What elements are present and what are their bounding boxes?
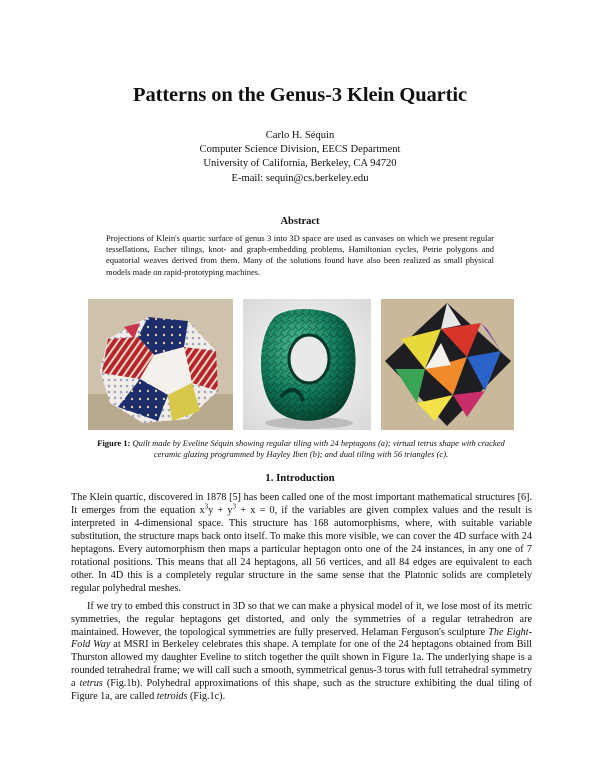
paper-title: Patterns on the Genus-3 Klein Quartic [133,84,467,106]
abstract-text: Projections of Klein's quartic surface of genus 3 into 3D space are used as canvases on which we present regular tessellations, Escher tilings, knot- and graph-embedding problems, Hamiltonian cycles, Petrie polygons and equatorial weaves derived from them. Many of the solutions found have also been realized as small physical models made on rapid-prototyping machines. [106,233,494,277]
figure-caption [86,438,516,461]
author-block [0,129,600,186]
abstract-heading: Abstract [280,216,320,227]
paragraph-1: The Klein quartic, discovered in 1878 [5] has been called one of the most important mathematical structures [6]. It emerges from the equation $x^3y + y^3 + x = 0$, if the variables are given complex values and the result is interpreted in 4-dimensional space. This structure has 168 automorphisms, where, with suitable variable substitution, the structure maps back onto itself. To make this more visible, we can cover the 4D surface with 24 heptagons. Every automorphism then maps a particular heptagon onto one of the 24 instances, in any one of 7 rotational positions. This means that all 24 heptagons, all 56 vertices, and all 84 edges are equivalent to each other. In 4D this is a completely regular structure in the same sense that the Platonic solids are completely regular polyhedral meshes. [71,492,532,594]
figure-caption-text: Quilt made by Eveline Séquin showing regular tiling with 24 heptagons (a); virtual tetrus shape with cracked ceramic glazing programmed by Hayley Iben (b); and dual tiling with 56 triangles (c). [132,438,505,460]
section-heading: 1. Introduction [265,472,335,484]
author-email[interactable]: E-mail: sequin@cs.berkeley.edu [231,172,369,184]
author-division: Computer Science Division, EECS Department [199,144,401,156]
figure-1b-tetrus-image [243,299,371,430]
paragraph-2: If we try to embed this construct in 3D so that we can make a physical model of it, we lose most of its metric symmetries, the regular heptagons get distorted, and only the symmetries of a regular tetrahedron are maintained. However, the topological symmetries are fully preserved. Helaman Ferguson's sculpture The Eight-Fold Way at MSRI in Berkeley celebrates this shape. A template for one of the 24 heptagons obtained from Bill Thurston allowed my daughter Eveline to stitch together the quilt shown in Figure 1a. The underlying shape is a rounded tetrahedral frame; we will call such a smooth, symmetrical genus-3 torus with full tetrahedral symmetry a tetrus (Fig.1b). Polyhedral approximations of this shape, such as the structure exhibiting the dual tiling of Figure 1a, are called tetroids (Fig.1c). [71,600,532,703]
figure-1a-quilt-image [88,299,233,430]
author-university: University of California, Berkeley, CA 94720 [203,158,397,170]
section-body [71,492,532,704]
author-name: Carlo H. Séquin [265,130,335,141]
figure-label: Figure 1: [97,438,131,448]
figure-1c-tetroid-image [381,299,514,430]
